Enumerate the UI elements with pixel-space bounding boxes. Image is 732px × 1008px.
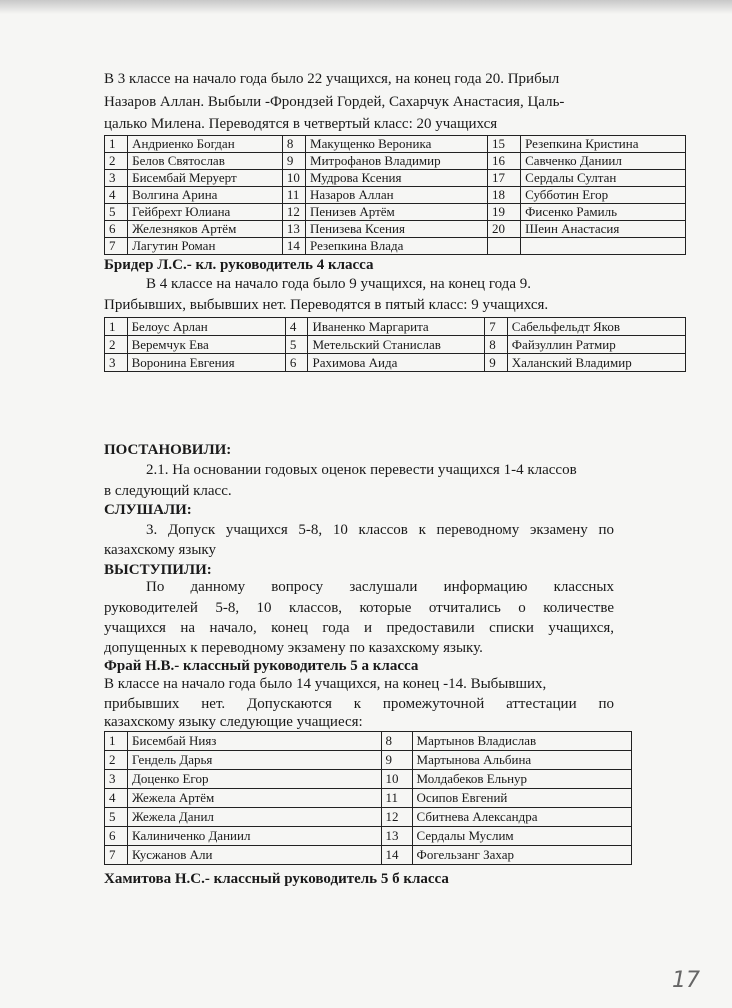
section-postanovili: ПОСТАНОВИЛИ:: [104, 442, 232, 458]
student-name-cell: Веремчук Ева: [127, 336, 285, 354]
table-row: [105, 827, 632, 846]
para-line: По данному вопросу заслушали информацию классных: [146, 579, 614, 595]
table-row: [105, 732, 632, 751]
row-number-cell: 5: [105, 204, 128, 221]
para-line: В 3 классе на начало года было 22 учащихся, на конец года 20. Прибыл: [104, 71, 560, 87]
row-number-cell: 14: [381, 846, 412, 865]
student-name-cell: Бисембай Нияз: [128, 732, 381, 751]
row-number-cell: 20: [487, 221, 520, 238]
table-row: [105, 153, 686, 170]
student-name-cell: Шеин Анастасия: [521, 221, 686, 238]
table-row: [105, 846, 632, 865]
student-name-cell: Савченко Даниил: [521, 153, 686, 170]
row-number-cell: 2: [105, 153, 128, 170]
table-row: [105, 808, 632, 827]
row-number-cell: 1: [105, 732, 128, 751]
row-number-cell: 17: [487, 170, 520, 187]
para-line: В 4 классе на начало года было 9 учащихся, на конец года 9.: [146, 276, 531, 292]
para-line: Назаров Аллан. Выбыли -Фрондзей Гордей, Сахарчук Анастасия, Цаль-: [104, 94, 565, 110]
student-name-cell: Рахимова Аида: [308, 354, 485, 372]
row-number-cell: 8: [381, 732, 412, 751]
row-number-cell: 7: [105, 238, 128, 255]
para-line: допущенных к переводному экзамену по казахскому языку.: [104, 640, 483, 656]
table-row: [105, 204, 686, 221]
student-name-cell: Сбитнева Александра: [412, 808, 631, 827]
para-line: казахскому языку: [104, 542, 216, 558]
row-number-cell: 4: [285, 318, 308, 336]
student-name-cell: [521, 238, 686, 255]
student-name-cell: Резепкина Влада: [306, 238, 488, 255]
student-name-cell: Бисембай Меруерт: [128, 170, 283, 187]
student-name-cell: Кусжанов Али: [128, 846, 381, 865]
student-name-cell: Мудрова Ксения: [306, 170, 488, 187]
student-name-cell: Калиниченко Даниил: [128, 827, 381, 846]
row-number-cell: 12: [381, 808, 412, 827]
table-row: [105, 789, 632, 808]
student-name-cell: Фогельзанг Захар: [412, 846, 631, 865]
row-number-cell: 15: [487, 136, 520, 153]
student-name-cell: Белоус Арлан: [127, 318, 285, 336]
student-name-cell: Митрофанов Владимир: [306, 153, 488, 170]
para-line: прибывших нет. Допускаются к промежуточной аттестации по: [104, 696, 614, 712]
student-name-cell: Макущенко Вероника: [306, 136, 488, 153]
row-number-cell: 9: [282, 153, 305, 170]
student-name-cell: Гендель Дарья: [128, 751, 381, 770]
row-number-cell: 11: [381, 789, 412, 808]
row-number-cell: 9: [381, 751, 412, 770]
student-name-cell: Резепкина Кристина: [521, 136, 686, 153]
section-slushali: СЛУШАЛИ:: [104, 502, 192, 518]
table-row: [105, 336, 686, 354]
row-number-cell: 4: [105, 789, 128, 808]
row-number-cell: 9: [485, 354, 508, 372]
student-name-cell: Жежела Артём: [128, 789, 381, 808]
row-number-cell: 10: [282, 170, 305, 187]
row-number-cell: 5: [105, 808, 128, 827]
row-number-cell: 6: [285, 354, 308, 372]
student-name-cell: Назаров Аллан: [306, 187, 488, 204]
para-line: в следующий класс.: [104, 483, 232, 499]
row-number-cell: 5: [285, 336, 308, 354]
row-number-cell: [487, 238, 520, 255]
table-row: [105, 238, 686, 255]
row-number-cell: 3: [105, 170, 128, 187]
table-row: [105, 318, 686, 336]
row-number-cell: 18: [487, 187, 520, 204]
class4-table: [104, 317, 686, 372]
student-name-cell: Гейбрехт Юлиана: [128, 204, 283, 221]
student-name-cell: Мартынов Владислав: [412, 732, 631, 751]
para-line: Прибывших, выбывших нет. Переводятся в пятый класс: 9 учащихся.: [104, 297, 549, 313]
student-name-cell: Сабельфельдт Яков: [507, 318, 685, 336]
row-number-cell: 11: [282, 187, 305, 204]
student-name-cell: Жежела Данил: [128, 808, 381, 827]
para-line: В классе на начало года было 14 учащихся, на конец -14. Выбывших,: [104, 676, 547, 692]
student-name-cell: Андриенко Богдан: [128, 136, 283, 153]
student-name-cell: Иваненко Маргарита: [308, 318, 485, 336]
row-number-cell: 6: [105, 221, 128, 238]
para-line: цалько Милена. Переводятся в четвертый класс: 20 учащихся: [104, 116, 498, 132]
student-name-cell: Доценко Егор: [128, 770, 381, 789]
student-name-cell: Волгина Арина: [128, 187, 283, 204]
para-line: 3. Допуск учащихся 5-8, 10 классов к переводному экзамену по: [146, 522, 614, 538]
row-number-cell: 3: [105, 354, 128, 372]
table-row: [105, 170, 686, 187]
student-name-cell: Фисенко Рамиль: [521, 204, 686, 221]
row-number-cell: 4: [105, 187, 128, 204]
teacher-heading-4: Бридер Л.С.- кл. руководитель 4 класса: [104, 257, 374, 273]
row-number-cell: 8: [485, 336, 508, 354]
student-name-cell: Лагутин Роман: [128, 238, 283, 255]
row-number-cell: 2: [105, 751, 128, 770]
table-row: [105, 770, 632, 789]
class5a-table: [104, 731, 632, 865]
row-number-cell: 19: [487, 204, 520, 221]
row-number-cell: 10: [381, 770, 412, 789]
row-number-cell: 7: [105, 846, 128, 865]
row-number-cell: 13: [282, 221, 305, 238]
teacher-heading-5b: Хамитова Н.С.- классный руководитель 5 б класса: [104, 871, 449, 887]
student-name-cell: Пенизев Артём: [306, 204, 488, 221]
row-number-cell: 6: [105, 827, 128, 846]
para-line: казахскому языку следующие учащиеся:: [104, 714, 363, 730]
student-name-cell: Метельский Станислав: [308, 336, 485, 354]
row-number-cell: 1: [105, 318, 128, 336]
scan-edge: [0, 0, 732, 14]
student-name-cell: Субботин Егор: [521, 187, 686, 204]
student-name-cell: Сердалы Муслим: [412, 827, 631, 846]
row-number-cell: 13: [381, 827, 412, 846]
student-name-cell: Пенизева Ксения: [306, 221, 488, 238]
row-number-cell: 8: [282, 136, 305, 153]
para-line: руководителей 5-8, 10 классов, которые отчитались о количестве: [104, 600, 614, 616]
student-name-cell: Сердалы Султан: [521, 170, 686, 187]
table-row: [105, 187, 686, 204]
student-name-cell: Железняков Артём: [128, 221, 283, 238]
row-number-cell: 1: [105, 136, 128, 153]
student-name-cell: Халанский Владимир: [507, 354, 685, 372]
table-row: [105, 354, 686, 372]
student-name-cell: Воронина Евгения: [127, 354, 285, 372]
row-number-cell: 2: [105, 336, 128, 354]
student-name-cell: Белов Святослав: [128, 153, 283, 170]
class3-table: [104, 135, 686, 255]
para-line: учащихся на начало, конец года и предоставили списки учащихся,: [104, 620, 614, 636]
student-name-cell: Мартынова Альбина: [412, 751, 631, 770]
table-row: [105, 136, 686, 153]
teacher-heading-5a: Фрай Н.В.- классный руководитель 5 а класса: [104, 658, 419, 674]
row-number-cell: 12: [282, 204, 305, 221]
row-number-cell: 14: [282, 238, 305, 255]
table-row: [105, 221, 686, 238]
row-number-cell: 7: [485, 318, 508, 336]
student-name-cell: Осипов Евгений: [412, 789, 631, 808]
row-number-cell: 16: [487, 153, 520, 170]
row-number-cell: 3: [105, 770, 128, 789]
page-number: 17: [672, 968, 700, 993]
para-line: 2.1. На основании годовых оценок перевести учащихся 1-4 классов: [146, 462, 577, 478]
student-name-cell: Файзуллин Ратмир: [507, 336, 685, 354]
table-row: [105, 751, 632, 770]
student-name-cell: Молдабеков Ельнур: [412, 770, 631, 789]
section-vystupili: ВЫСТУПИЛИ:: [104, 562, 212, 578]
